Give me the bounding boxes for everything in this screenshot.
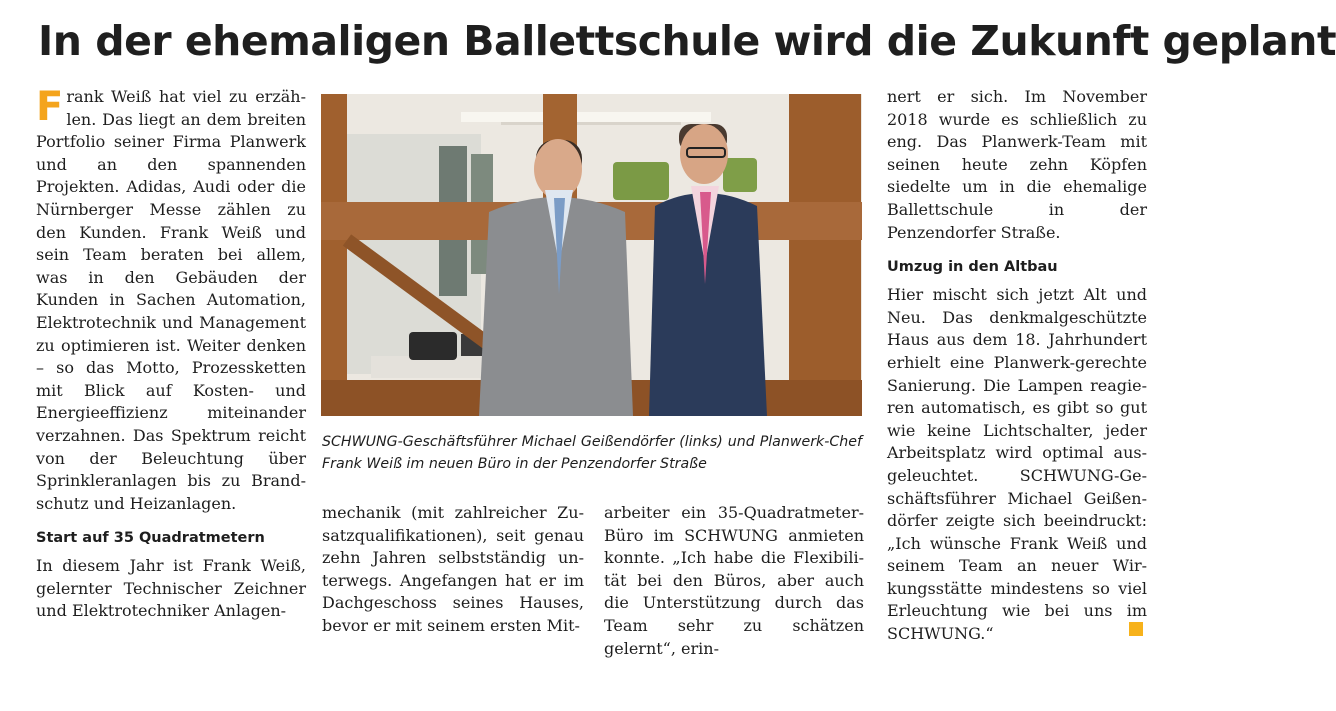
text-column-2 — [322, 502, 584, 638]
paragraph-col3: arbeiter ein 35-Quadratmeter-Büro im SCHWUNG anmieten konnte. „Ich habe die Flexibilität bei den Büros, aber auch die Unterstützung durch das Team sehr zu schätzen gelernt“, erin- — [604, 503, 864, 658]
text-column-4 — [887, 86, 1147, 646]
paragraph-col4-bottom: Hier mischt sich jetzt Alt und Neu. Das denkmalgeschützte Haus aus dem 18. Jahrhundert erhielt eine Planwerk-gerechte Sanierung. Die Lampen reagieren automatisch, es gibt so gut wie keine Lichtschalter, jeder Arbeitsplatz wird optimal ausgeleuchtet. SCHWUNG-Geschäftsführer Michael Geißendörfer zeigte sich beeindruckt: „Ich wünsche Frank Weiß und seinem Team an neuer Wirkungsstätte mindestens so viel Erleuchtung wie bei uns im SCHWUNG.“ — [887, 285, 1147, 644]
text-column-1 — [36, 86, 306, 623]
subheading-start: Start auf 35 Quadratmetern — [36, 530, 265, 547]
intro-paragraph — [36, 86, 306, 515]
text-column-3 — [604, 502, 864, 660]
intro-text: rank Weiß hat viel zu erzählen. Das liegt an dem breiten Portfolio seiner Firma Planwerk und an den spannenden Projekten. Adidas, Audi oder die Nürnberger Messe zählen zu den Kunden. Frank Weiß und sein Team beraten bei allem, was in den Gebäuden der Kunden in Sachen Automation, Elektrotechnik und Management zu optimieren ist. Weiter denken – so das Motto, Prozessketten mit Blick auf Kosten- und Energieeffizienz miteinander verzahnen. Das Spektrum reicht von der Beleuchtung über Sprinkleranlagen bis zu Brandschutz und Heizanlagen. — [36, 87, 306, 513]
subheading-altbau: Umzug in den Altbau — [887, 259, 1058, 276]
article-headline: In der ehemaligen Ballettschule wird die Zukunft geplant — [38, 17, 1336, 65]
drop-cap: F — [36, 84, 64, 130]
article-end-square-icon — [1129, 622, 1143, 636]
photo-caption: SCHWUNG-Geschäftsführer Michael Geißendörfer (links) und Planwerk-Chef Frank Weiß im neuen Büro in der Penzendorfer Straße — [322, 434, 862, 472]
paragraph-start: In diesem Jahr ist Frank Weiß, gelernter Technischer Zeichner und Elektrotechniker Anlagen- — [36, 556, 306, 621]
paragraph-col2: mechanik (mit zahlreicher Zusatzqualifikationen), seit genau zehn Jahren selbstständig unterwegs. Angefangen hat er im Dachgeschoss seines Hauses, bevor er mit seinem ersten Mit- — [322, 503, 584, 635]
article-photo — [321, 94, 862, 416]
office-photo-illustration — [321, 94, 862, 416]
paragraph-col4-top: nert er sich. Im November 2018 wurde es schließlich zu eng. Das Planwerk-Team mit seinen heute zehn Köpfen siedelte um in die ehemalige Ballettschule in der Penzendorfer Straße. — [887, 87, 1147, 242]
